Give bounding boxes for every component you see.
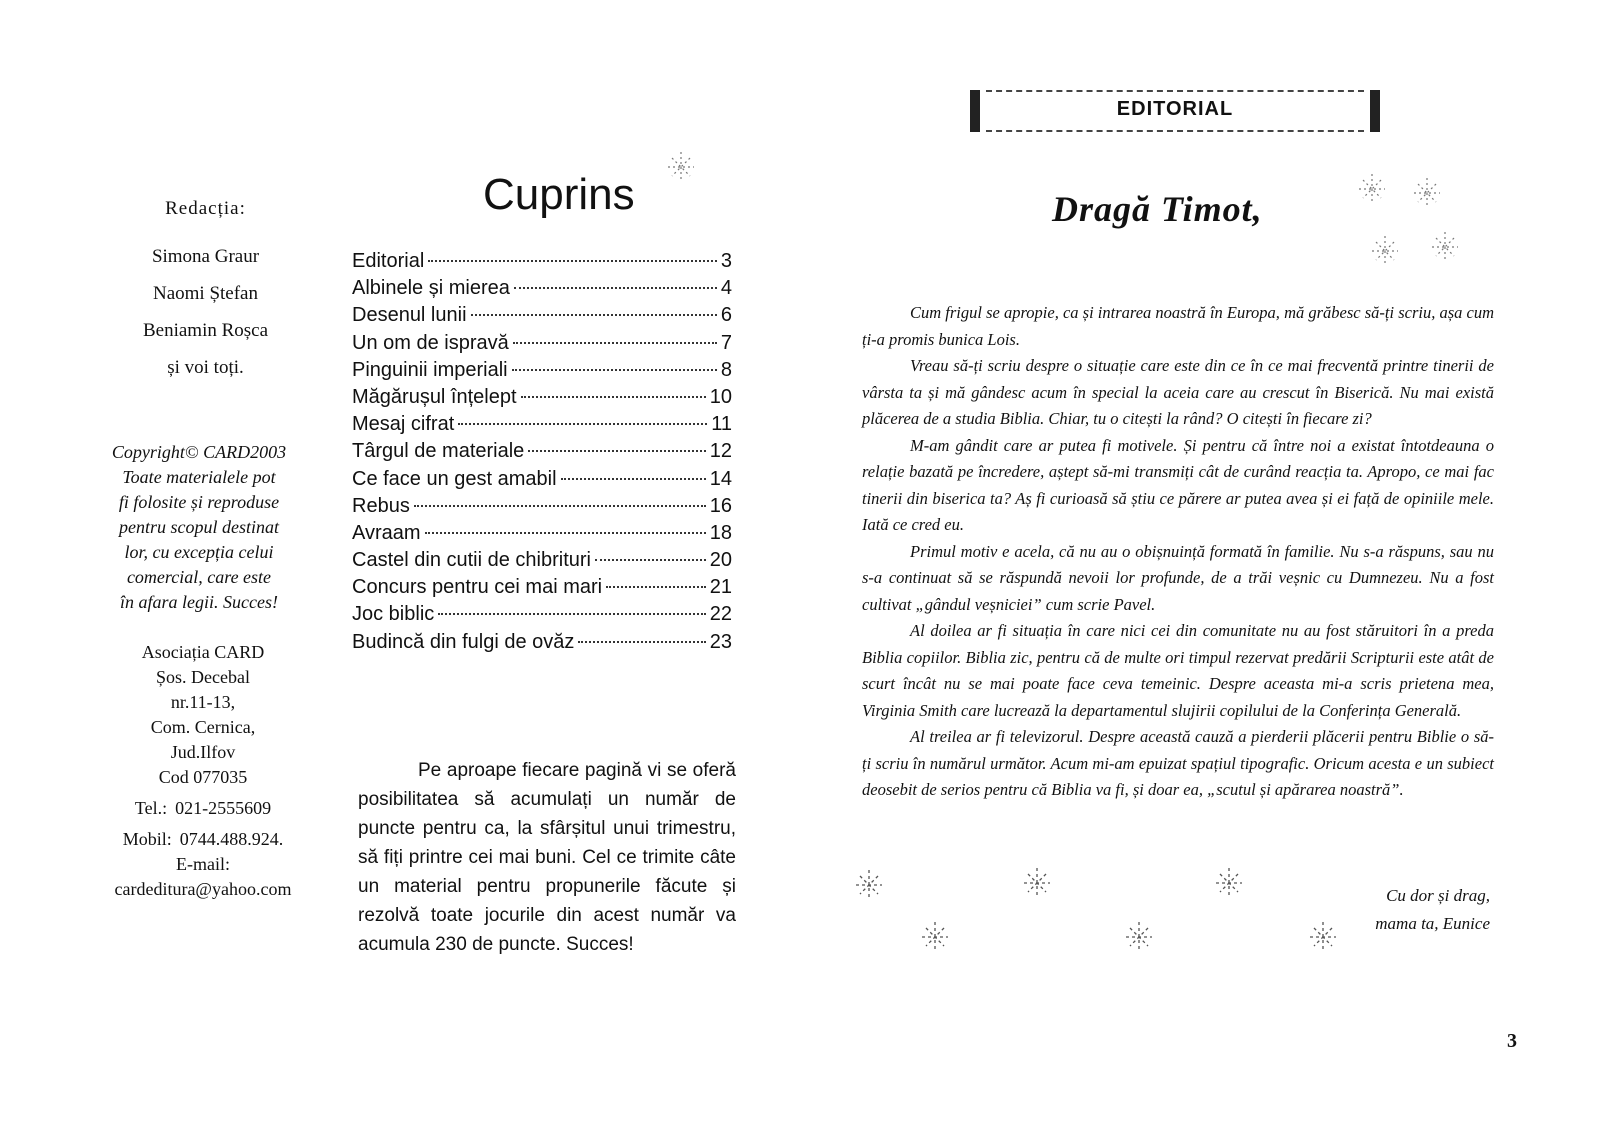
address-line: Cod 077035	[158, 767, 248, 787]
staff-heading: Redacția:	[165, 198, 246, 219]
toc-entry-page: 21	[709, 576, 732, 599]
toc-entry-page: 7	[720, 331, 732, 354]
toc-entry-page: 23	[709, 630, 732, 653]
sparkle-icon	[1410, 176, 1444, 210]
toc-entry-page: 11	[711, 413, 732, 436]
toc-entry-page: 14	[709, 467, 732, 490]
toc-entry-page: 12	[709, 440, 732, 463]
staff-member: și voi toți.	[167, 357, 244, 378]
letter-paragraph: Primul motiv e acela, că nu au o obișnuință formată în familie. Nu s-a răspuns, sau nu s-a continuat să se răspundă nevoii lor profunde, de a trăi veșnic cu Dumnezeu. Nu a fost cultivat „gândul veșniciei” cum scrie Pavel.	[862, 541, 1494, 614]
toc-entry-title: Măgărușul înțelept	[352, 385, 517, 408]
toc-entry-title: Un om de ispravă	[352, 331, 509, 354]
toc-entry-title: Rebus	[352, 494, 410, 517]
toc-entry	[352, 629, 732, 656]
letter-paragraph: Vreau să-ți scriu despre o situație care este din ce în ce mai frecventă printre tinerii de vârsta ta și mă gândesc acum în special la aceia care au crescut în Biserică. Nu mai există plăcerea de a studia Biblia. Chiar, tu o citești la rând? O citești în fiecare zi?	[862, 356, 1494, 428]
mobile-label: Mobil:	[122, 829, 172, 849]
sparkle-icon	[918, 920, 952, 954]
toc-entry-title: Albinele și mierea	[352, 277, 510, 300]
copyright-notice	[88, 440, 310, 615]
toc-leader-dots	[458, 423, 707, 425]
toc-entry	[352, 302, 732, 329]
toc-leader-dots	[521, 396, 706, 398]
sparkle-icon	[1428, 230, 1462, 264]
toc-entry	[352, 520, 732, 547]
toc-leader-dots	[514, 287, 717, 289]
points-intro: Pe aproape fiecare pagină vi se oferă posibilitatea să acumulați un număr de puncte pentru ca, la sfârșitul unui trimestru, să fiți printre cei mai buni. Cel ce trimite câte un material pentru propunerile făcute și rezolvă toate jocurile din acest număr va acumula 230 de puncte. Succes!	[358, 760, 736, 955]
banner-bracket-right	[1370, 90, 1380, 132]
editorial-staff	[78, 198, 333, 392]
toc-entry	[352, 384, 732, 411]
toc-entry-page: 3	[720, 250, 732, 272]
toc-entry	[352, 357, 732, 384]
sparkle-icon	[852, 868, 886, 902]
closing-line: Cu dor și drag,	[1386, 886, 1490, 905]
email-label: E-mail:	[176, 854, 230, 874]
letter-paragraph: Al doilea ar fi situația în care nici cei din comunitate nu au fost stăruitori în a preda Biblia copiilor. Biblia zic, pentru că de multe ori timpul rezervat predării Scripturii este atât de scurt încât nu se mai poate face ceva temeinic. Despre aceasta mi-a scris prietena mea, Virginia Smith care lucrează la departamentul slujirii copilului de la Conferința Generală.	[862, 621, 1494, 720]
address-line: Șos. Decebal	[156, 667, 250, 687]
copyright-line: lor, cu excepția celui	[124, 542, 274, 562]
toc-leader-dots	[528, 450, 705, 452]
sparkle-icon	[664, 150, 698, 184]
copyright-line: Toate materialele pot	[122, 467, 276, 487]
banner-label: EDITORIAL	[1116, 98, 1234, 120]
toc-entry-page: 10	[709, 385, 732, 408]
toc-entry	[352, 493, 732, 520]
toc-entry	[352, 601, 732, 628]
phone-number: 021-2555609	[175, 798, 272, 818]
signature: mama ta, Eunice	[1375, 914, 1490, 933]
toc-entry	[352, 466, 732, 493]
toc-leader-dots	[471, 314, 717, 316]
sparkle-icon	[1306, 920, 1340, 954]
toc-entry	[352, 411, 732, 438]
toc-entry-title: Concurs pentru cei mai mari	[352, 576, 603, 599]
phone-line	[78, 796, 328, 821]
sparkle-icon	[1212, 866, 1246, 900]
sparkle-icon	[1355, 172, 1389, 206]
mobile-number: 0744.488.924.	[179, 829, 284, 849]
mobile-line	[78, 827, 328, 852]
copyright-line: fi folosite și reproduse	[118, 492, 280, 512]
toc-leader-dots	[428, 260, 717, 262]
toc-entry-title: Castel din cutii de chibrituri	[352, 549, 591, 572]
toc-entry-title: Desenul lunii	[352, 304, 467, 327]
staff-member: Beniamin Roșca	[142, 320, 269, 341]
toc-entry-title: Avraam	[352, 521, 421, 544]
toc-entry-page: 20	[709, 549, 732, 572]
toc-entry	[352, 574, 732, 601]
toc-entry	[352, 330, 732, 357]
toc-entry	[352, 248, 732, 275]
address-line: Com. Cernica,	[150, 717, 256, 737]
toc-leader-dots	[606, 586, 706, 588]
letter-paragraph: Cum frigul se apropie, ca și intrarea noastră în Europa, mă grăbesc să-ți scriu, așa cum ți-a promis bunica Lois.	[862, 303, 1494, 349]
toc-leader-dots	[438, 613, 705, 615]
table-of-contents	[352, 248, 732, 656]
toc-leader-dots	[512, 369, 717, 371]
toc-entry-title: Joc biblic	[352, 603, 435, 626]
copyright-line: comercial, care este	[126, 567, 272, 587]
staff-member: Naomi Ștefan	[152, 283, 258, 304]
editorial-letter	[862, 300, 1494, 804]
sparkle-icon	[1122, 920, 1156, 954]
page-number: 3	[1507, 1030, 1517, 1052]
address-line: Asociația CARD	[141, 642, 265, 662]
contact-address	[78, 640, 328, 902]
toc-entry-title: Ce face un gest amabil	[352, 467, 557, 490]
toc-leader-dots	[425, 532, 706, 534]
copyright-line: Copyright© CARD2003	[111, 442, 287, 462]
sparkle-icon	[1020, 866, 1054, 900]
toc-entry-page: 16	[709, 494, 732, 517]
copyright-line: în afara legii. Succes!	[120, 592, 278, 612]
toc-entry	[352, 438, 732, 465]
toc-entry	[352, 547, 732, 574]
toc-leader-dots	[595, 559, 706, 561]
toc-entry-page: 18	[709, 521, 732, 544]
letter-greeting: Dragă Timot,	[1052, 189, 1263, 229]
copyright-line: pentru scopul destinat	[119, 517, 279, 537]
address-line: Jud.Ilfov	[170, 742, 236, 762]
sparkle-icon	[1368, 234, 1402, 268]
letter-paragraph: M-am gândit care ar putea fi motivele. Și pentru că între noi a existat întotdeauna o relație bazată pe încredere, aștept să-mi transmiți cât de curând reacția ta. Apropo, ce mai fac tinerii din biserica ta? Aș fi curioasă să știu ce părere ar putea avea și ei față de opiniile mele. Iată ce cred eu.	[862, 435, 1494, 534]
banner-rule	[986, 130, 1364, 132]
toc-entry-title: Editorial	[352, 250, 425, 272]
phone-label: Tel.:	[134, 798, 168, 818]
toc-entry-page: 6	[720, 304, 732, 327]
toc-leader-dots	[578, 641, 705, 643]
toc-entry-title: Târgul de materiale	[352, 440, 525, 463]
toc-entry-page: 22	[709, 603, 732, 626]
staff-member: Simona Graur	[151, 246, 260, 267]
toc-entry-title: Pinguinii imperiali	[352, 358, 508, 381]
email-address: cardeditura@yahoo.com	[114, 879, 292, 899]
editorial-banner	[970, 88, 1380, 136]
toc-title: Cuprins	[483, 170, 635, 219]
toc-entry-page: 4	[720, 277, 732, 300]
toc-entry-title: Budincă din fulgi de ovăz	[352, 630, 575, 653]
toc-entry-title: Mesaj cifrat	[352, 413, 455, 436]
address-line: nr.11-13,	[170, 692, 236, 712]
toc-leader-dots	[561, 478, 706, 480]
toc-leader-dots	[414, 505, 706, 507]
banner-rule	[986, 90, 1364, 92]
toc-entry-page: 8	[720, 358, 732, 381]
toc-leader-dots	[513, 342, 717, 344]
letter-paragraph: Al treilea ar fi televizorul. Despre această cauză a pierderii plăcerii pentru Biblie o să-ți scriu în numărul următor. Acum mi-am epuizat spațiul tipografic. Oricum acesta e un subiect deosebit de serios pentru că Biblia va fi, și doar ea, „scutul și apărarea noastră”.	[862, 727, 1494, 799]
toc-entry	[352, 275, 732, 302]
